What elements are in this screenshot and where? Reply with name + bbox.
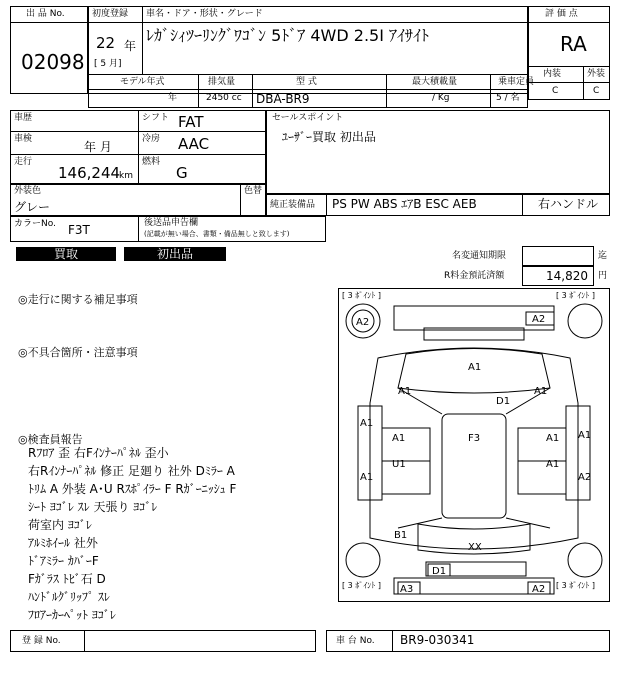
damage-left-edge-2: A1 — [360, 472, 374, 483]
damage-right-fender: A1 — [534, 386, 548, 397]
roof — [442, 414, 506, 518]
mileage-label: 走行 — [14, 157, 33, 167]
type-label: 型 式 — [296, 77, 317, 87]
sales-point-label: セールスポイント — [272, 113, 344, 123]
damage-roof-d1: D1 — [496, 396, 511, 407]
ac-label: 冷房 — [142, 134, 161, 144]
report-line: ﾌﾛｱｰｶｰﾍﾟｯﾄ ﾖｺﾞﾚ — [28, 608, 116, 622]
damage-right-edge-a2: A2 — [578, 472, 592, 483]
lot-no-label: 出 品 No. — [26, 9, 65, 19]
front-bumper — [394, 306, 554, 330]
post-docs-label: 後送品申告欄 — [144, 218, 199, 228]
shift-value: FAT — [178, 113, 204, 131]
genuine-equipment-label: 純正装備品 — [270, 200, 316, 210]
damage-left-door-a1: A1 — [392, 433, 406, 444]
ext-color-label: 外装色 — [14, 186, 42, 196]
driving-notes-label: ◎走行に関する補足事項 — [18, 293, 138, 306]
name-change-field — [522, 246, 594, 266]
car-damage-diagram — [338, 288, 610, 602]
year-unit: 年 — [124, 39, 137, 53]
damage-left-fender: A1 — [398, 386, 412, 397]
damage-rear-xx: XX — [468, 542, 482, 553]
report-line: 右Rｲﾝﾅｰﾊﾟﾈﾙ 修正 足廻り 社外 Dﾐﾗｰ A — [28, 464, 235, 478]
damage-roof-f3: F3 — [468, 433, 481, 444]
buy-badge: 買取 — [16, 247, 116, 261]
max-load-value: / Kg — [432, 93, 450, 103]
damage-a2-bumper: A2 — [532, 314, 546, 325]
report-line: Fｶﾞﾗｽ ﾄﾋﾞ石 D — [28, 572, 106, 586]
color-no-value: F3T — [68, 223, 90, 237]
wheel-rear-left — [346, 543, 380, 577]
chassis-label: 車 台 No. — [336, 636, 375, 646]
corner-points-bl: [ 3 ﾎﾟｲﾝﾄ ] — [342, 581, 381, 590]
ac-value: AAC — [178, 135, 210, 153]
recycle-unit: 円 — [598, 271, 608, 281]
max-load-label: 最大積載量 — [412, 77, 458, 87]
recycle-value: 14,820 — [546, 269, 588, 283]
mileage-unit: km — [119, 171, 133, 181]
displacement-value: 2450 cc — [206, 93, 242, 103]
defects-label: ◎不具合箇所・注意事項 — [18, 346, 138, 359]
model-year-label: モデル年式 — [120, 77, 165, 87]
reg-no-label: 登 録 No. — [22, 636, 61, 646]
car-name-label: 車名・ドア・形状・グレード — [146, 9, 263, 19]
name-change-unit: 迄 — [598, 251, 608, 261]
fuel-value: G — [176, 164, 188, 182]
damage-right-edge-a1: A1 — [578, 430, 592, 441]
ext-color-value: グレー — [14, 200, 51, 214]
report-line: Rﾌﾛｱ 歪 右Fｲﾝﾅｰﾊﾟﾈﾙ 歪小 — [28, 446, 169, 460]
report-line: ﾊﾝﾄﾞﾙｸﾞﾘｯﾌﾟ ｽﾚ — [28, 590, 110, 604]
wheel-rear-right — [568, 543, 602, 577]
exterior-score: C — [593, 86, 600, 96]
steering-side: 右ハンドル — [538, 197, 599, 211]
capacity-value: 5 / 名 — [496, 93, 520, 103]
report-line: 荷室内 ﾖｺﾞﾚ — [28, 518, 92, 532]
wheel-front-right — [568, 304, 602, 338]
damage-rear-b1: B1 — [394, 530, 408, 541]
report-line: ﾄﾘﾑ A 外装 A･U Rｽﾎﾟｲﾗｰ F Rｶﾞｰﾆｯｼｭ F — [28, 482, 237, 496]
capacity-label: 乗車定員 — [498, 77, 535, 87]
inspection-label: 車検 — [14, 134, 33, 144]
pillars — [398, 388, 550, 528]
interior-score: C — [552, 86, 559, 96]
damage-a2-wheel: A2 — [356, 317, 370, 328]
report-line: ｼｰﾄ ﾖｺﾞﾚ ｽﾚ 天張り ﾖｺﾞﾚ — [28, 500, 158, 514]
damage-bumper-d1: D1 — [432, 566, 447, 577]
damage-left-door-u1: U1 — [392, 459, 406, 470]
history-label: 車歴 — [14, 113, 33, 123]
corner-points-br: [ 3 ﾎﾟｲﾝﾄ ] — [556, 581, 595, 590]
damage-right-door-a1: A1 — [546, 433, 560, 444]
inspection-value: 年 月 — [84, 140, 112, 154]
post-docs-note: (記載が無い場合、書類・備品無しと致します) — [144, 230, 290, 238]
inspector-report-label: ◎検査員報告 — [18, 433, 83, 446]
score-label: 評 価 点 — [545, 9, 578, 19]
car-name: ﾚｶﾞｼｨﾂｰﾘﾝｸﾞﾜｺﾞﾝ 5ﾄﾞｱ 4WD 2.5I ｱｲｻｲﾄ — [146, 26, 430, 45]
equipment-list: PS PW ABS ｴｱB ESC AEB — [332, 197, 477, 211]
model-type-value: DBA-BR9 — [256, 92, 310, 106]
chassis-number: BR9-030341 — [400, 633, 475, 647]
first-reg-year: 22 — [96, 34, 116, 52]
interior-label: 内装 — [543, 69, 562, 79]
rear-bumper — [394, 578, 554, 594]
damage-left-edge-1: A1 — [360, 418, 374, 429]
color-change-label: 色替 — [244, 186, 263, 196]
corner-points-tr: [ 3 ﾎﾟｲﾝﾄ ] — [556, 291, 595, 300]
shift-label: シフト — [142, 113, 170, 123]
color-no-label: カラーNo. — [14, 219, 56, 229]
model-year-unit: 年 — [168, 93, 178, 103]
first-reg-month: [ 5 月] — [94, 59, 122, 69]
corner-points-tl: [ 3 ﾎﾟｲﾝﾄ ] — [342, 291, 381, 300]
lot-number: 02098 — [21, 50, 85, 74]
report-line: ﾄﾞｱﾐﾗｰ ｶﾊﾞｰF — [28, 554, 99, 568]
damage-hood-a1: A1 — [468, 362, 482, 373]
first-listing-badge: 初出品 — [124, 247, 226, 261]
exterior-label: 外装 — [587, 69, 606, 79]
displacement-label: 排気量 — [208, 77, 236, 87]
damage-bottom-a2: A2 — [532, 584, 546, 595]
recycle-label: R料金預託済額 — [444, 271, 505, 281]
damage-right-door-a1b: A1 — [546, 459, 560, 470]
mileage-value: 146,244 — [58, 164, 121, 182]
score-value: RA — [560, 32, 587, 56]
fuel-label: 燃料 — [142, 157, 161, 167]
name-change-label: 名変通知期限 — [452, 251, 507, 261]
body-outline — [370, 348, 578, 549]
sales-point-value: ﾕｰｻﾞｰ買取 初出品 — [282, 130, 376, 144]
damage-bottom-a3: A3 — [400, 584, 414, 595]
report-line: ｱﾙﾐﾎｲｰﾙ 社外 — [28, 536, 98, 550]
first-reg-label: 初度登録 — [92, 9, 129, 19]
